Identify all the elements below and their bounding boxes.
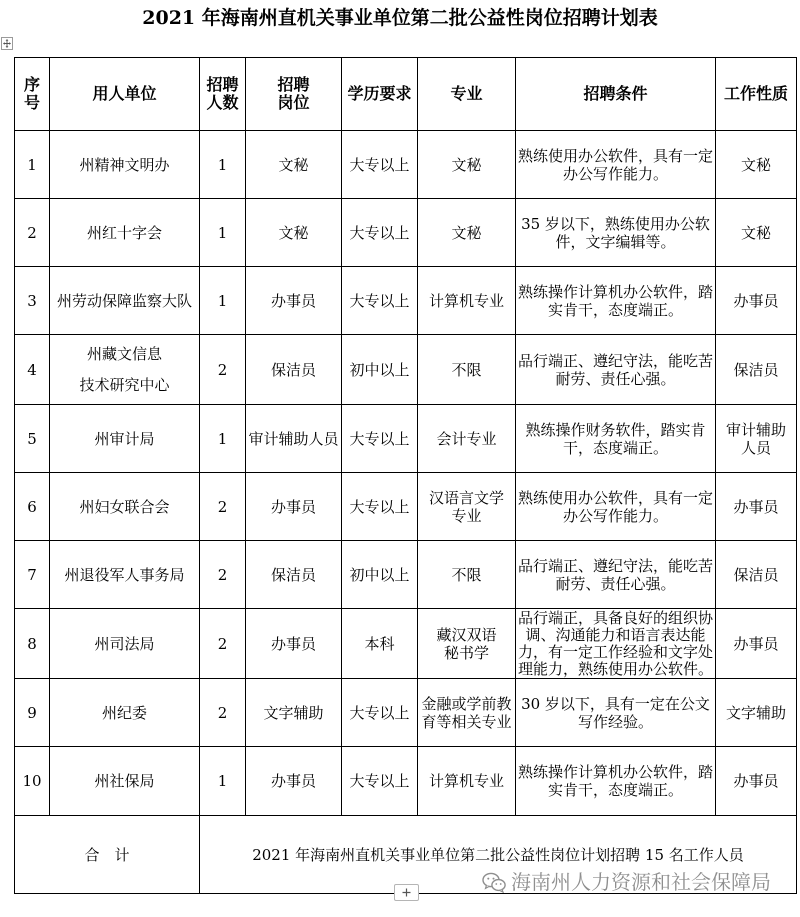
cell-requirements: 熟练操作计算机办公软件，踏实肯干，态度端正。: [516, 267, 716, 335]
cell-major: 文秘: [418, 199, 516, 267]
cell-job-type: 文字辅助: [716, 679, 797, 747]
watermark: [482, 870, 771, 894]
header-row: [15, 58, 797, 131]
cell-count: 2: [200, 679, 246, 747]
cell-employer: 州精神文明办: [50, 131, 200, 199]
header-index: 序 号: [15, 58, 50, 131]
table-row: [15, 473, 797, 541]
cell-job-type: 办事员: [716, 267, 797, 335]
cell-position: 办事员: [246, 473, 342, 541]
cell-education: 大专以上: [342, 131, 418, 199]
cell-count: 2: [200, 335, 246, 405]
table-row: [15, 747, 797, 816]
cell-major: 金融或学前教育等相关专业: [418, 679, 516, 747]
cell-index: 1: [15, 131, 50, 199]
table-row: [15, 609, 797, 679]
cell-employer: 州纪委: [50, 679, 200, 747]
cell-position: 保洁员: [246, 541, 342, 609]
table-row: [15, 335, 797, 405]
total-summary: 2021 年海南州直机关事业单位第二批公益性岗位计划招聘 15 名工作人员: [200, 816, 797, 894]
cell-employer: 州红十字会: [50, 199, 200, 267]
cell-count: 1: [200, 405, 246, 473]
cell-education: 大专以上: [342, 267, 418, 335]
cell-count: 1: [200, 267, 246, 335]
header-job-type: 工作性质: [716, 58, 797, 131]
watermark-text: 海南州人力资源和社会保障局: [511, 870, 771, 894]
cell-employer: 州司法局: [50, 609, 200, 679]
cell-major: 计算机专业: [418, 267, 516, 335]
header-requirements: 招聘条件: [516, 58, 716, 131]
cell-index: 9: [15, 679, 50, 747]
total-label: 合 计: [15, 816, 200, 894]
cell-count: 1: [200, 199, 246, 267]
cell-requirements: 熟练使用办公软件，具有一定办公写作能力。: [516, 473, 716, 541]
header-employer: 用人单位: [50, 58, 200, 131]
cell-job-type: 文秘: [716, 199, 797, 267]
cell-major: 会计专业: [418, 405, 516, 473]
table-row: [15, 405, 797, 473]
cell-requirements: 35 岁以下，熟练使用办公软件，文字编辑等。: [516, 199, 716, 267]
cell-employer: 州妇女联合会: [50, 473, 200, 541]
cell-employer: 州劳动保障监察大队: [50, 267, 200, 335]
cell-job-type: 审计辅助人员: [716, 405, 797, 473]
cell-job-type: 保洁员: [716, 541, 797, 609]
cell-major: 藏汉双语 秘书学: [418, 609, 516, 679]
cell-education: 大专以上: [342, 747, 418, 816]
cell-requirements: 品行端正、遵纪守法，能吃苦耐劳、责任心强。: [516, 335, 716, 405]
cell-major: 汉语言文学 专业: [418, 473, 516, 541]
cell-employer: 州退役军人事务局: [50, 541, 200, 609]
cell-position: 文秘: [246, 131, 342, 199]
cell-major: 不限: [418, 335, 516, 405]
cell-index: 3: [15, 267, 50, 335]
cell-requirements: 品行端正，具备良好的组织协调、沟通能力和语言表达能力，有一定工作经验和文字处理能力，熟练使用办公软件。: [516, 609, 716, 679]
cell-job-type: 文秘: [716, 131, 797, 199]
cell-requirements: 品行端正、遵纪守法，能吃苦耐劳、责任心强。: [516, 541, 716, 609]
cell-job-type: 办事员: [716, 747, 797, 816]
cell-index: 6: [15, 473, 50, 541]
cell-position: 办事员: [246, 747, 342, 816]
cell-education: 初中以上: [342, 541, 418, 609]
cell-education: 初中以上: [342, 335, 418, 405]
cell-requirements: 熟练使用办公软件，具有一定办公写作能力。: [516, 131, 716, 199]
table-move-handle[interactable]: [1, 37, 13, 50]
cell-major: 不限: [418, 541, 516, 609]
cell-position: 文秘: [246, 199, 342, 267]
cell-count: 1: [200, 747, 246, 816]
table-row: [15, 199, 797, 267]
cell-job-type: 办事员: [716, 609, 797, 679]
cell-position: 办事员: [246, 609, 342, 679]
cell-education: 大专以上: [342, 473, 418, 541]
cell-index: 7: [15, 541, 50, 609]
cell-index: 5: [15, 405, 50, 473]
cell-job-type: 办事员: [716, 473, 797, 541]
cell-position: 文字辅助: [246, 679, 342, 747]
cell-position: 保洁员: [246, 335, 342, 405]
cell-count: 2: [200, 541, 246, 609]
wechat-icon: [482, 872, 506, 893]
add-row-button[interactable]: [394, 884, 419, 901]
plus-icon: [402, 888, 411, 897]
cell-employer: 州社保局: [50, 747, 200, 816]
cell-count: 1: [200, 131, 246, 199]
table-row: [15, 679, 797, 747]
cell-position: 办事员: [246, 267, 342, 335]
table-row: [15, 131, 797, 199]
cell-requirements: 熟练操作财务软件，踏实肯干，态度端正。: [516, 405, 716, 473]
cell-employer: 州藏文信息 技术研究中心: [50, 335, 200, 405]
cell-position: 审计辅助人员: [246, 405, 342, 473]
table-row: [15, 541, 797, 609]
cell-employer: 州审计局: [50, 405, 200, 473]
cell-index: 2: [15, 199, 50, 267]
header-position: 招聘 岗位: [246, 58, 342, 131]
cell-index: 10: [15, 747, 50, 816]
cell-count: 2: [200, 473, 246, 541]
cell-education: 大专以上: [342, 199, 418, 267]
recruitment-plan-table: [14, 57, 797, 894]
cell-education: 大专以上: [342, 405, 418, 473]
cell-education: 本科: [342, 609, 418, 679]
header-major: 专业: [418, 58, 516, 131]
cell-requirements: 30 岁以下，具有一定在公文写作经验。: [516, 679, 716, 747]
cell-major: 计算机专业: [418, 747, 516, 816]
cell-education: 大专以上: [342, 679, 418, 747]
table-body: [15, 131, 797, 816]
cell-index: 4: [15, 335, 50, 405]
header-education: 学历要求: [342, 58, 418, 131]
cell-job-type: 保洁员: [716, 335, 797, 405]
cell-count: 2: [200, 609, 246, 679]
header-count: 招聘 人数: [200, 58, 246, 131]
cell-requirements: 熟练操作计算机办公软件，踏实肯干，态度端正。: [516, 747, 716, 816]
table-row: [15, 267, 797, 335]
cell-index: 8: [15, 609, 50, 679]
cell-major: 文秘: [418, 131, 516, 199]
move-icon: [1, 37, 13, 50]
page-title: 2021 年海南州直机关事业单位第二批公益性岗位招聘计划表: [142, 7, 658, 29]
